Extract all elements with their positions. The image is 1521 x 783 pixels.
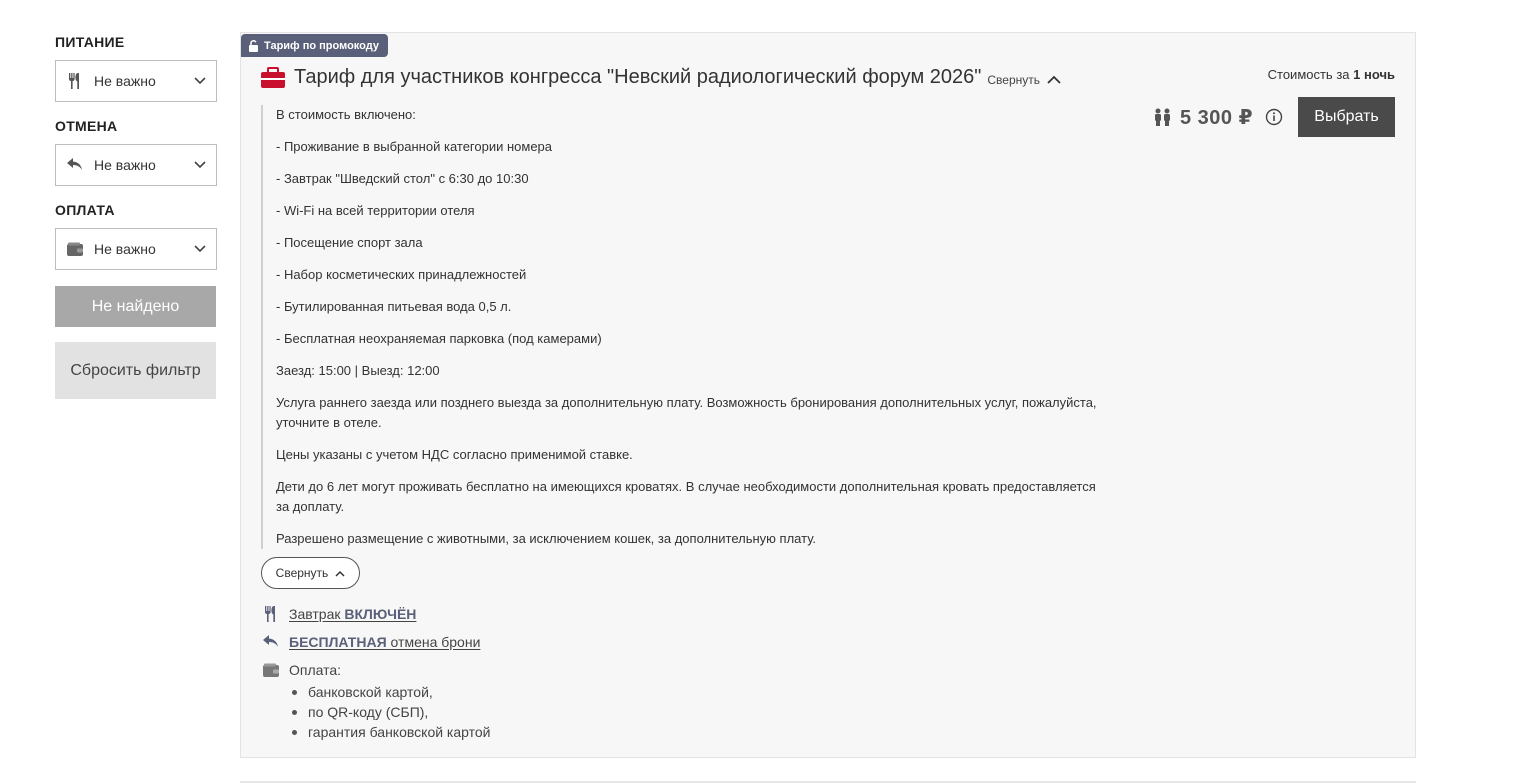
description-line: Разрешено размещение с животными, за исключением кошек, за дополнительную плату. <box>276 531 817 546</box>
chevron-down-icon <box>194 77 206 85</box>
description-line: Цены указаны с учетом НДС согласно применимой ставке. <box>276 447 633 462</box>
meal-filter-title: ПИТАНИЕ <box>55 34 125 50</box>
promo-badge-label: Тариф по промокоду <box>264 39 379 52</box>
description-line: Услуга раннего заезда или позднего выезда за дополнительную плату. Возможность бронирования дополнительных услуг, пожалуйста, уточните в отеле. <box>276 395 1097 430</box>
description-line: В стоимость включено: <box>276 107 416 122</box>
cancellation-condition <box>262 633 480 651</box>
cancel-filter-value: Не важно <box>94 157 156 173</box>
collapse-link[interactable] <box>987 73 1061 87</box>
meal-filter-value: Не важно <box>94 73 156 89</box>
meal-filter-select[interactable] <box>55 60 217 102</box>
description-line: - Бутилированная питьевая вода 0,5 л. <box>276 299 512 314</box>
tariff-title: Тариф для участников конгресса "Невский радиологический форум 2026" <box>294 66 982 88</box>
wallet-icon <box>262 661 280 679</box>
reset-filter-button[interactable]: Сбросить фильтр <box>55 342 216 399</box>
payment-label: Оплата: <box>289 662 342 678</box>
list-item: гарантия банковской картой <box>290 722 491 742</box>
chevron-down-icon <box>194 161 206 169</box>
free-cancellation-link[interactable] <box>289 634 480 650</box>
chevron-down-icon <box>194 245 206 253</box>
payment-methods-list <box>290 682 491 742</box>
choose-button[interactable]: Выбрать <box>1298 97 1395 137</box>
payment-filter-select[interactable] <box>55 228 217 270</box>
payment-condition <box>262 661 341 679</box>
cost-period: 1 ночь <box>1353 67 1395 82</box>
undo-arrow-icon <box>66 156 84 174</box>
description-line: Дети до 6 лет могут проживать бесплатно на имеющихся кроватях. В случае необходимости дополнительная кровать предоставляется за доплату. <box>276 479 1096 514</box>
wallet-icon <box>66 240 84 258</box>
cost-label <box>1268 67 1395 82</box>
breakfast-prefix: Завтрак <box>289 606 341 622</box>
info-icon[interactable] <box>1265 108 1283 126</box>
list-item: банковской картой, <box>290 682 491 702</box>
description-line: - Завтрак "Шведский стол" с 6:30 до 10:30 <box>276 171 529 186</box>
payment-filter-value: Не важно <box>94 241 156 257</box>
chevron-up-icon <box>1047 75 1061 84</box>
undo-arrow-icon <box>262 633 280 651</box>
collapse-button[interactable] <box>261 557 360 589</box>
description-line: - Посещение спорт зала <box>276 235 423 250</box>
two-guests-icon <box>1153 108 1173 126</box>
price-row <box>1153 98 1283 136</box>
description-line: - Набор косметических принадлежностей <box>276 267 527 282</box>
cancel-filter-title: ОТМЕНА <box>55 118 118 134</box>
description-line: - Wi-Fi на всей территории отеля <box>276 203 475 218</box>
cutlery-icon <box>66 72 84 90</box>
unlock-icon <box>248 40 259 52</box>
cutlery-icon <box>262 605 280 623</box>
briefcase-icon <box>260 67 286 89</box>
promo-badge <box>241 34 388 57</box>
payment-filter-title: ОПЛАТА <box>55 202 115 218</box>
chevron-up-icon <box>335 570 345 577</box>
price: 5 300 ₽ <box>1180 106 1254 129</box>
breakfast-status: ВКЛЮЧЁН <box>344 606 417 622</box>
tariff-description <box>261 105 1101 549</box>
list-item: по QR-коду (СБП), <box>290 702 491 722</box>
cost-label-text: Стоимость за <box>1267 67 1350 82</box>
cancellation-status: БЕСПЛАТНАЯ <box>289 634 387 650</box>
collapse-button-label: Свернуть <box>275 566 329 580</box>
description-line: - Бесплатная неохраняемая парковка (под камерами) <box>276 331 602 346</box>
collapse-link-label: Свернуть <box>987 72 1040 87</box>
description-line: - Проживание в выбранной категории номера <box>276 139 553 154</box>
breakfast-included-link[interactable] <box>289 606 416 622</box>
tariff-header <box>260 66 1061 89</box>
breakfast-condition <box>262 605 416 623</box>
cancellation-suffix: отмена брони <box>390 634 481 650</box>
description-line: Заезд: 15:00 | Выезд: 12:00 <box>276 363 440 378</box>
cancel-filter-select[interactable] <box>55 144 217 186</box>
not-found-button[interactable]: Не найдено <box>55 286 216 327</box>
filters-sidebar <box>55 34 217 399</box>
